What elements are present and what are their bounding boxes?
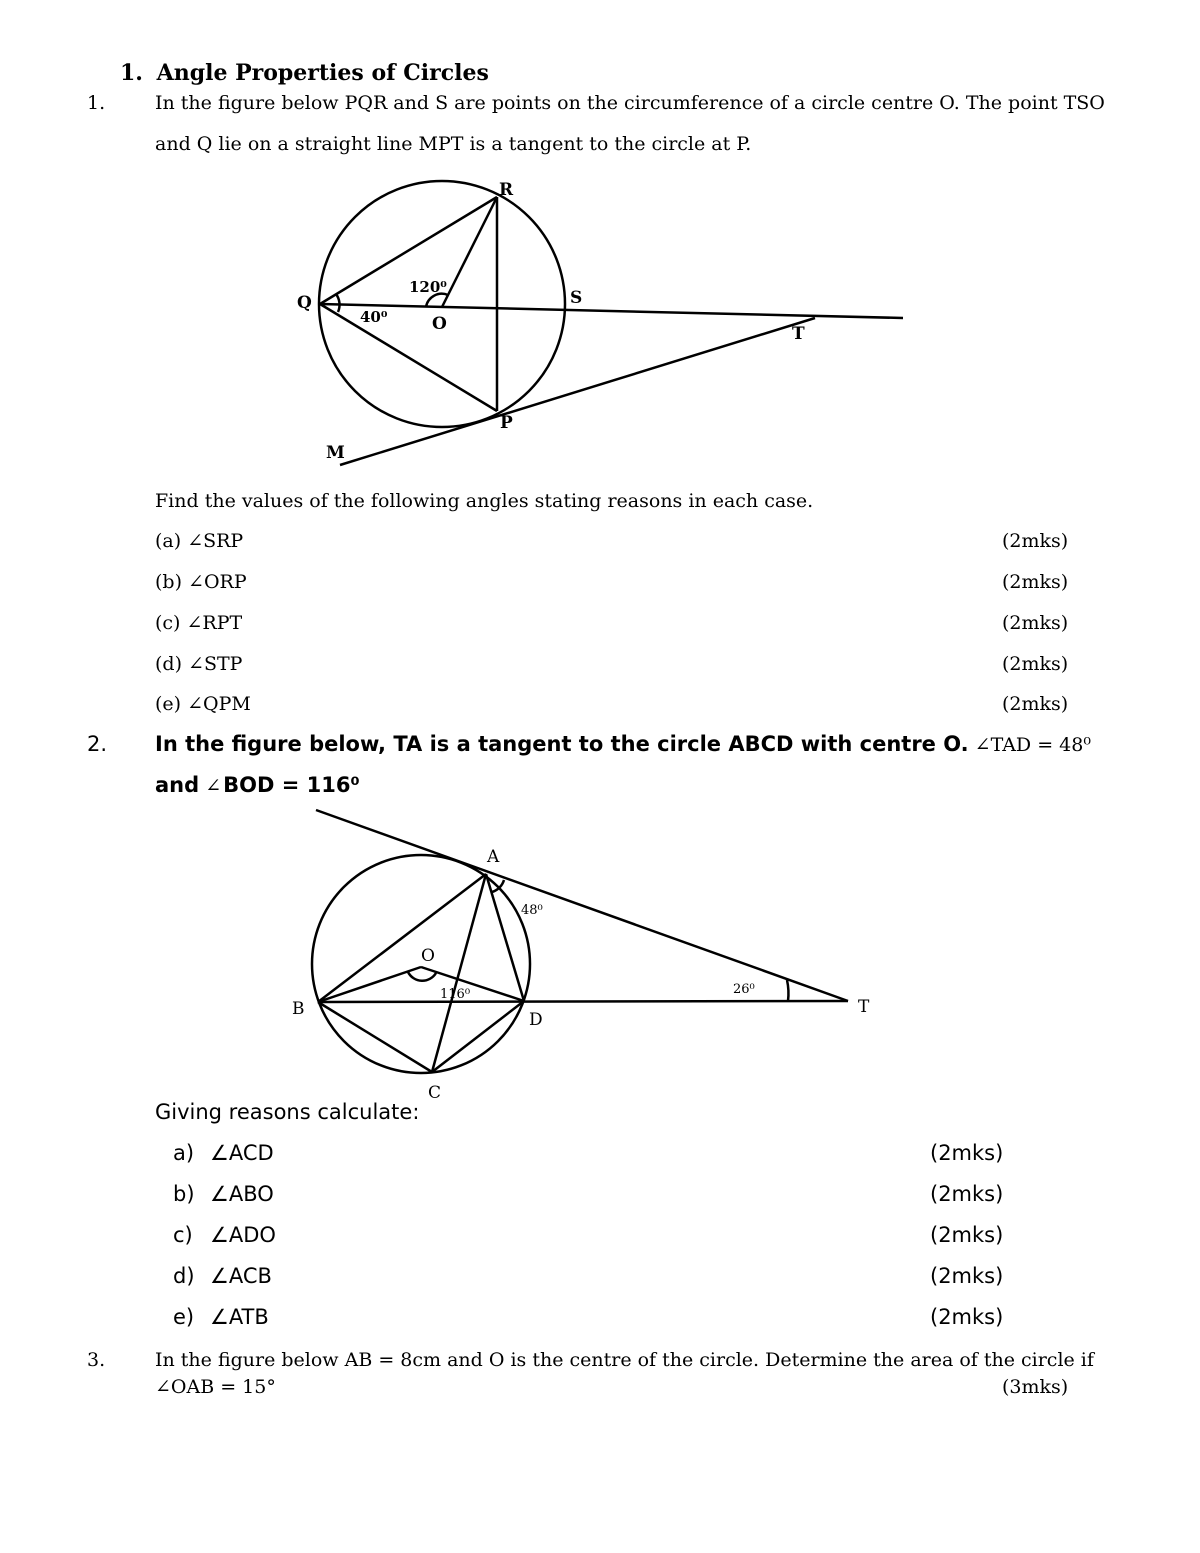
q2-part-d-angle: ∠ACB xyxy=(210,1264,272,1288)
q1-part-a: (a) ∠SRP xyxy=(155,530,244,552)
q2-text-line1-angle: ∠TAD = 48⁰ xyxy=(968,734,1091,756)
section-heading xyxy=(120,60,489,86)
q1-part-d-marks: (2mks) xyxy=(1002,653,1069,675)
q2-part-b-letter: b) xyxy=(173,1182,195,1206)
q1-part-c: (c) ∠RPT xyxy=(155,612,243,634)
q1-instruction: Find the values of the following angles stating reasons in each case. xyxy=(155,490,814,512)
q1-label-Q: Q xyxy=(297,293,312,313)
q1-label-S: S xyxy=(570,288,583,308)
section-number: 1. xyxy=(120,60,143,86)
q1-part-c-marks: (2mks) xyxy=(1002,612,1069,634)
q1-number: 1. xyxy=(87,92,106,114)
q2-tangent-TA xyxy=(316,810,848,1001)
q2-chord-CD xyxy=(432,1001,524,1072)
q1-chord-QP xyxy=(320,304,497,411)
q2-part-a-letter: a) xyxy=(173,1141,195,1165)
q2-part-d-letter: d) xyxy=(173,1264,195,1288)
q2-part-c-angle: ∠ADO xyxy=(210,1223,276,1247)
q2-chord-BA xyxy=(318,874,486,1002)
q2-part-b-marks: (2mks) xyxy=(930,1182,1004,1206)
q2-text-line1-main: In the figure below, TA is a tangent to the circle ABCD with centre O. xyxy=(155,732,969,756)
q2-part-e-angle: ∠ATB xyxy=(210,1305,269,1329)
q2-angle-arc-116 xyxy=(408,972,436,981)
q1-label-R: R xyxy=(499,180,514,200)
q2-part-e-letter: e) xyxy=(173,1305,195,1329)
q2-number: 2. xyxy=(87,732,108,756)
q1-text-line1: In the figure below PQR and S are points on the circumference of a circle centre O. The point TSO xyxy=(155,92,1105,114)
q2-part-c-marks: (2mks) xyxy=(930,1223,1004,1247)
q1-angle-120: 120⁰ xyxy=(409,278,447,296)
q2-text-line2-angle-symbol: ∠ xyxy=(199,775,222,797)
q2-text-line2-and: and xyxy=(155,773,200,797)
q3-marks: (3mks) xyxy=(1002,1376,1069,1398)
q2-radius-OB xyxy=(318,967,421,1002)
q1-figure xyxy=(0,170,1200,470)
q2-part-b-angle: ∠ABO xyxy=(210,1182,274,1206)
q2-angle-26: 26⁰ xyxy=(733,982,755,997)
q2-angle-116: 116⁰ xyxy=(440,987,471,1002)
q2-part-a-marks: (2mks) xyxy=(930,1141,1004,1165)
q1-label-M: M xyxy=(326,443,345,463)
q2-label-D: D xyxy=(529,1010,543,1030)
q2-label-C: C xyxy=(428,1083,442,1103)
q1-label-P: P xyxy=(500,413,513,433)
q2-part-a-angle: ∠ACD xyxy=(210,1141,274,1165)
q2-text-line2-bod: BOD = 116⁰ xyxy=(223,773,360,797)
q2-part-e-marks: (2mks) xyxy=(930,1305,1004,1329)
q1-label-T: T xyxy=(792,324,805,344)
q2-part-d-marks: (2mks) xyxy=(930,1264,1004,1288)
q2-radius-OD xyxy=(421,967,524,1001)
q3-text-line2: ∠OAB = 15° xyxy=(155,1376,276,1398)
q3-number: 3. xyxy=(87,1349,106,1371)
q1-part-d: (d) ∠STP xyxy=(155,653,243,675)
q2-angle-48: 48⁰ xyxy=(521,903,543,918)
q1-part-e-marks: (2mks) xyxy=(1002,693,1069,715)
q2-angle-arc-26 xyxy=(787,980,788,1001)
q1-part-b-marks: (2mks) xyxy=(1002,571,1069,593)
q1-part-a-marks: (2mks) xyxy=(1002,530,1069,552)
q1-part-b: (b) ∠ORP xyxy=(155,571,247,593)
q1-tangent-MPT xyxy=(340,318,815,465)
q2-instruction: Giving reasons calculate: xyxy=(155,1100,420,1124)
q2-part-c-letter: c) xyxy=(173,1223,193,1247)
q2-label-O: O xyxy=(421,946,435,966)
q2-label-A: A xyxy=(487,847,500,867)
q2-text-line2 xyxy=(155,773,360,798)
q3-text-line1: In the figure below AB = 8cm and O is the centre of the circle. Determine the area of the circle if xyxy=(155,1349,1094,1371)
q1-part-e: (e) ∠QPM xyxy=(155,693,251,715)
q2-label-T: T xyxy=(858,997,870,1017)
q1-label-O: O xyxy=(432,314,447,334)
q1-angle-arc-40 xyxy=(336,294,340,312)
q1-angle-40: 40⁰ xyxy=(360,308,388,326)
section-title: Angle Properties of Circles xyxy=(156,60,489,86)
q2-line-BDT xyxy=(318,1001,848,1002)
q2-text-line1 xyxy=(155,732,1091,757)
q2-label-B: B xyxy=(292,999,305,1019)
q2-figure xyxy=(0,800,1200,1110)
q1-text-line2: and Q lie on a straight line MPT is a tangent to the circle at P. xyxy=(155,133,752,155)
q1-line-QOST xyxy=(320,304,903,318)
